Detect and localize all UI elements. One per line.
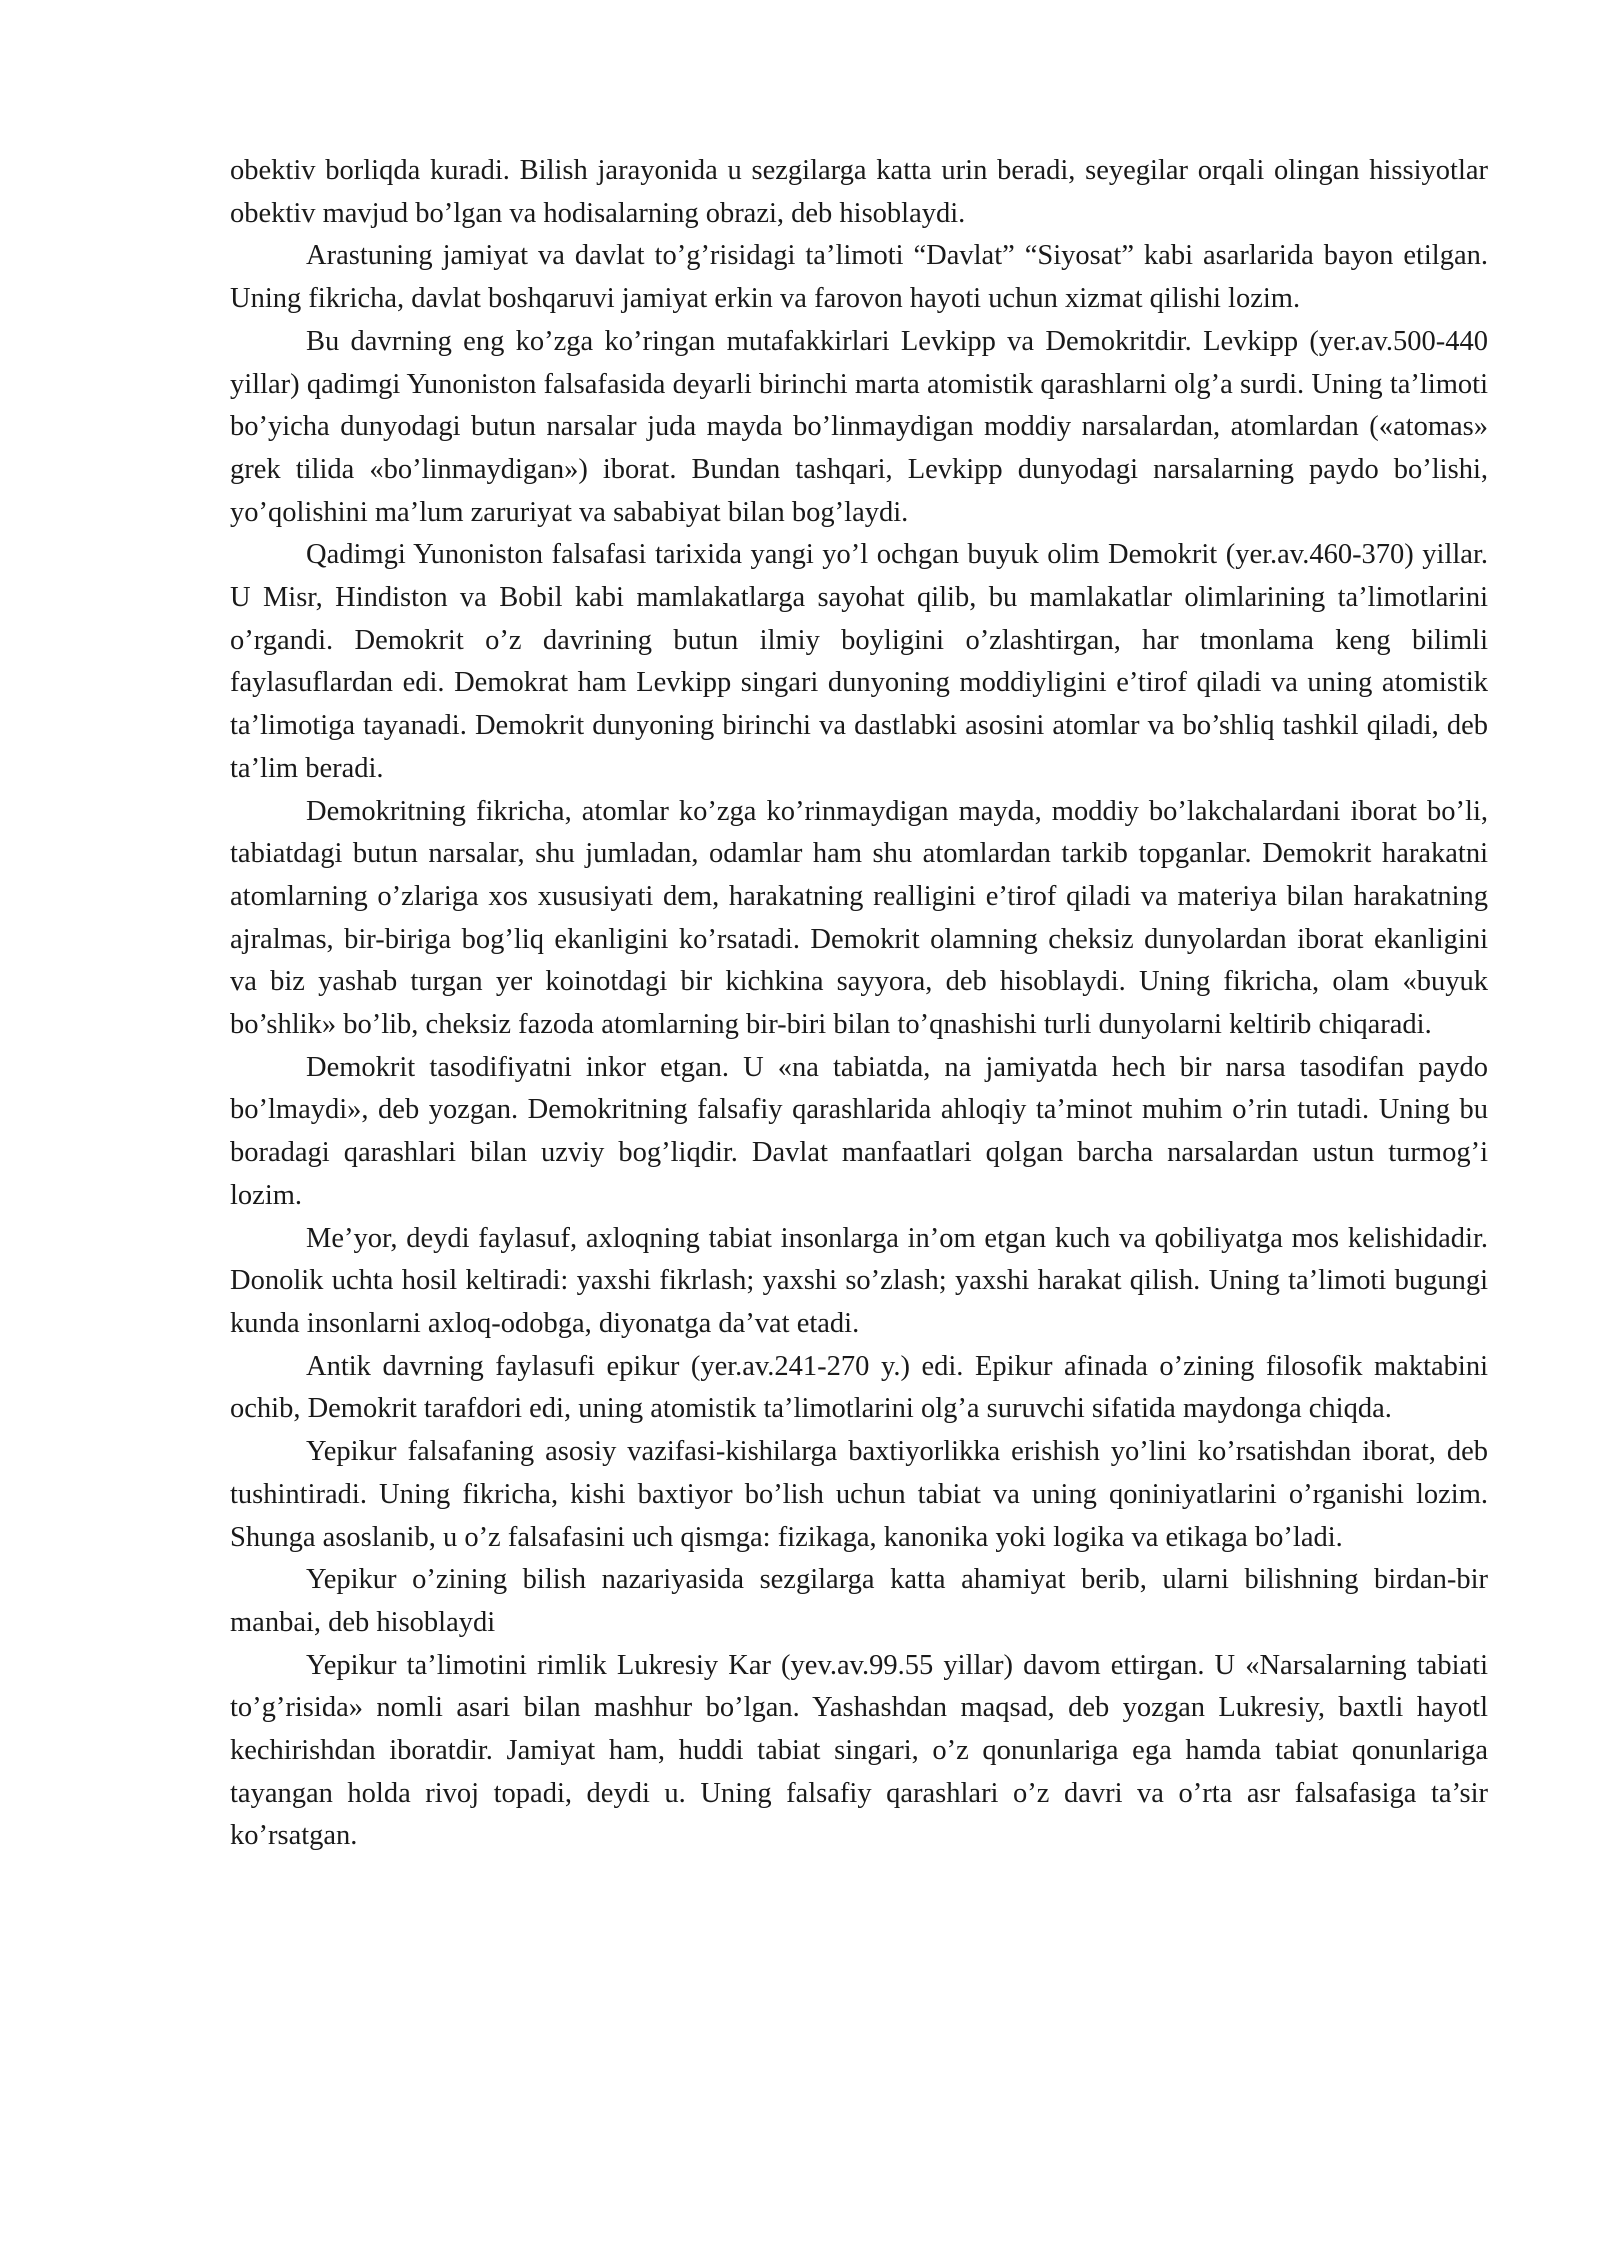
paragraph-meyor: Me’yor, deydi faylasuf, axloqning tabiat insonlarga in’om etgan kuch va qobiliyatga mos kelishidadir. Donolik uchta hosil keltiradi: yaxshi fikrlash; yaxshi so’zlash; yaxshi harakat qilish. Uning ta’limoti bugungi kunda insonlarni axloq-odobga, diyonatga da’vat etadi. (230, 1222, 1488, 1339)
paragraph-continuation: obektiv borliqda kuradi. Bilish jarayonida u sezgilarga katta urin beradi, seyegilar orqali olingan hissiyotlar obektiv mavjud bo’lgan va hodisalarning obrazi, deb hisoblaydi. (230, 155, 1488, 229)
document-page (230, 150, 1488, 1858)
paragraph-levkipp: Bu davrning eng ko’zga ko’ringan mutafakkirlari Levkipp va Demokritdir. Levkipp (yer.av.500-440 yillar) qadimgi Yunoniston falsafasida deyarli birinchi marta atomistik qarashlarni olg’a surdi. Uning ta’limoti bo’yicha dunyodagi butun narsalar juda mayda bo’linmaydigan moddiy narsalardan, atomlardan («atomas» grek tilida «bo’linmaydigan») iborat. Bundan tashqari, Levkipp dunyodagi narsalarning paydo bo’lishi, yo’qolishini ma’lum zaruriyat va sababiyat bilan bog’laydi. (230, 325, 1488, 528)
paragraph-demokrit-chance: Demokrit tasodifiyatni inkor etgan. U «na tabiatda, na jamiyatda hech bir narsa tasodifan paydo bo’lmaydi», deb yozgan. Demokritning falsafiy qarashlarida ahloqiy ta’minot muhim o’rin tutadi. Uning bu boradagi qarashlari bilan uzviy bog’liqdir. Davlat manfaatlari qolgan barcha narsalardan ustun turmog’i lozim. (230, 1051, 1488, 1211)
paragraph-yepikur-knowledge: Yepikur o’zining bilish nazariyasida sezgilarga katta ahamiyat berib, ularni bilishning birdan-bir manbai, deb hisoblaydi (230, 1564, 1488, 1638)
paragraph-demokrit-atoms: Demokritning fikricha, atomlar ko’zga ko’rinmaydigan mayda, moddiy bo’lakchalardani iborat bo’li, tabiatdagi butun narsalar, shu jumladan, odamlar ham shu atomlardan tarkib topganlar. Demokrit harakatni atomlarning o’zlariga xos xususiyati dem, harakatning realligini e’tirof qiladi va materiya bilan harakatning ajralmas, bir-biriga bog’liq ekanligini ko’rsatadi. Demokrit olamning cheksiz dunyolardan iborat ekanligini va biz yashab turgan yer koinotdagi bir kichkina sayyora, deb hisoblaydi. Uning fikricha, olam «buyuk bo’shlik» bo’lib, cheksiz fazoda atomlarning bir-biri bilan to’qnashishi turli dunyolarni keltirib chiqaradi. (230, 795, 1488, 1041)
paragraph-arastu: Arastuning jamiyat va davlat to’g’risidagi ta’limoti “Davlat” “Siyosat” kabi asarlarida bayon etilgan. Uning fikricha, davlat boshqaruvi jamiyat erkin va farovon hayoti uchun xizmat qilishi lozim. (230, 240, 1488, 315)
paragraph-yepikur-philosophy: Yepikur falsafaning asosiy vazifasi-kishilarga baxtiyorlikka erishish yo’lini ko’rsatishdan iborat, deb tushintiradi. Uning fikricha, kishi baxtiyor bo’lish uchun tabiat va uning qoniniyatlarini o’rganishi lozim. Shunga asoslanib, u o’z falsafasini uch qismga: fizikaga, kanonika yoki logika va etikaga bo’ladi. (230, 1436, 1488, 1553)
paragraph-lukresiy: Yepikur ta’limotini rimlik Lukresiy Kar (yev.av.99.55 yillar) davom ettirgan. U «Narsalarning tabiati to’g’risida» nomli asari bilan mashhur bo’lgan. Yashashdan maqsad, deb yozgan Lukresiy, baxtli hayotl kechirishdan iboratdir. Jamiyat ham, huddi tabiat singari, o’z qonunlariga ega hamda tabiat qonunlariga tayangan holda rivoj topadi, deydi u. Uning falsafiy qarashlari o’z davri va o’rta asr falsafasiga ta’sir ko’rsatgan. (230, 1649, 1488, 1852)
paragraph-demokrit-intro: Qadimgi Yunoniston falsafasi tarixida yangi yo’l ochgan buyuk olim Demokrit (yer.av.460-370) yillar. U Misr, Hindiston va Bobil kabi mamlakatlarga sayohat qilib, bu mamlakatlar olimlarining ta’limotlarini o’rgandi. Demokrit o’z davrining butun ilmiy boyligini o’zlashtirgan, har tmonlama keng bilimli faylasuflardan edi. Demokrat ham Levkipp singari dunyoning moddiyligini e’tirof qiladi va uning atomistik ta’limotiga tayanadi. Demokrit dunyoning birinchi va dastlabki asosini atomlar va bo’shliq tashkil qiladi, deb ta’lim beradi. (230, 539, 1488, 784)
paragraph-epikur: Antik davrning faylasufi epikur (yer.av.241-270 y.) edi. Epikur afinada o’zining filosofik maktabini ochib, Demokrit tarafdori edi, uning atomistik ta’limotlarini olg’a suruvchi sifatida maydonga chiqda. (230, 1350, 1488, 1425)
